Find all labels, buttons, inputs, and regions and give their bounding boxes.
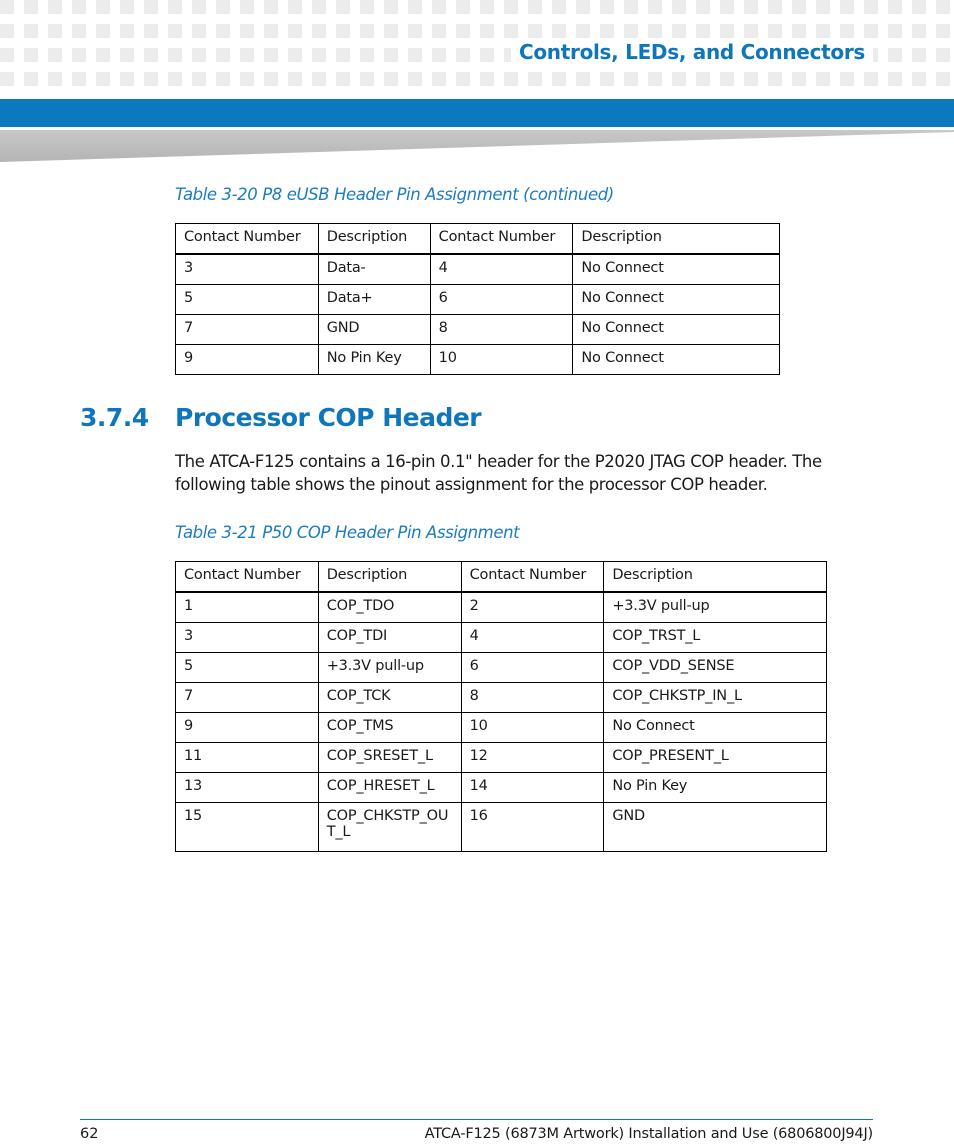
table-cell: 7 xyxy=(176,315,319,345)
table-row xyxy=(176,315,780,345)
table-cell: 7 xyxy=(176,683,319,713)
table-cell: 1 xyxy=(176,592,319,623)
table-cell: COP_SRESET_L xyxy=(318,743,461,773)
column-header: Description xyxy=(318,224,430,255)
table-row xyxy=(176,254,780,285)
table-cell: 11 xyxy=(176,743,319,773)
table-20-pin-assignment xyxy=(175,223,780,375)
table-cell: COP_TRST_L xyxy=(604,623,827,653)
table-cell: 5 xyxy=(176,285,319,315)
table-cell: 14 xyxy=(461,773,604,803)
table-cell: No Connect xyxy=(573,345,780,375)
table-row xyxy=(176,743,827,773)
chapter-header-title: Controls, LEDs, and Connectors xyxy=(511,38,873,66)
table-row xyxy=(176,653,827,683)
table-cell: No Connect xyxy=(604,713,827,743)
table-21-pin-assignment xyxy=(175,561,827,852)
table-cell: 9 xyxy=(176,713,319,743)
column-header: Contact Number xyxy=(430,224,573,255)
column-header: Description xyxy=(604,562,827,593)
table-cell: 10 xyxy=(461,713,604,743)
table-cell: COP_VDD_SENSE xyxy=(604,653,827,683)
table-cell: 4 xyxy=(430,254,573,285)
section-number: 3.7.4 xyxy=(80,403,149,432)
column-header: Contact Number xyxy=(176,562,319,593)
table-cell: 10 xyxy=(430,345,573,375)
table-cell: 4 xyxy=(461,623,604,653)
table-cell: 16 xyxy=(461,803,604,852)
table-cell: COP_PRESENT_L xyxy=(604,743,827,773)
table-cell: GND xyxy=(318,315,430,345)
table-cell: COP_CHKSTP_OUT_L xyxy=(318,803,461,852)
table-row xyxy=(176,803,827,852)
table-cell: +3.3V pull-up xyxy=(604,592,827,623)
table-header-row xyxy=(176,224,780,255)
table-cell: +3.3V pull-up xyxy=(318,653,461,683)
table-row xyxy=(176,773,827,803)
table-cell: 15 xyxy=(176,803,319,852)
table-cell: COP_TDI xyxy=(318,623,461,653)
footer-page-number: 62 xyxy=(80,1126,99,1142)
section-title: Processor COP Header xyxy=(175,403,482,432)
table-cell: COP_HRESET_L xyxy=(318,773,461,803)
table-row xyxy=(176,713,827,743)
table-cell: 8 xyxy=(430,315,573,345)
section-heading xyxy=(80,403,481,432)
table-cell: No Pin Key xyxy=(318,345,430,375)
column-header: Description xyxy=(573,224,780,255)
table-cell: 2 xyxy=(461,592,604,623)
table-row xyxy=(176,285,780,315)
table-21-caption: Table 3-21 P50 COP Header Pin Assignment xyxy=(175,523,520,542)
column-header: Contact Number xyxy=(461,562,604,593)
table-cell: 9 xyxy=(176,345,319,375)
table-cell: No Connect xyxy=(573,254,780,285)
table-row xyxy=(176,592,827,623)
column-header: Description xyxy=(318,562,461,593)
table-row xyxy=(176,623,827,653)
table-cell: 8 xyxy=(461,683,604,713)
table-cell: COP_TMS xyxy=(318,713,461,743)
header-blue-band xyxy=(0,99,954,127)
footer-document-title: ATCA-F125 (6873M Artwork) Installation and Use (6806800J94J) xyxy=(424,1126,873,1142)
table-cell: Data- xyxy=(318,254,430,285)
section-paragraph: The ATCA-F125 contains a 16-pin 0.1" header for the P2020 JTAG COP header. The following table shows the pinout assignment for the processor COP header. xyxy=(175,452,822,494)
table-cell: COP_TCK xyxy=(318,683,461,713)
table-cell: COP_TDO xyxy=(318,592,461,623)
table-20-caption: Table 3-20 P8 eUSB Header Pin Assignment (continued) xyxy=(175,185,614,204)
table-cell: 3 xyxy=(176,254,319,285)
table-cell: 13 xyxy=(176,773,319,803)
table-cell: 6 xyxy=(430,285,573,315)
footer-rule xyxy=(80,1119,873,1120)
table-cell: COP_CHKSTP_IN_L xyxy=(604,683,827,713)
table-cell: 12 xyxy=(461,743,604,773)
header-gray-wedge xyxy=(0,130,954,162)
table-row xyxy=(176,683,827,713)
table-cell: 6 xyxy=(461,653,604,683)
column-header: Contact Number xyxy=(176,224,319,255)
table-header-row xyxy=(176,562,827,593)
table-cell: 3 xyxy=(176,623,319,653)
table-cell: No Connect xyxy=(573,315,780,345)
table-cell: Data+ xyxy=(318,285,430,315)
table-cell: GND xyxy=(604,803,827,852)
table-cell: No Connect xyxy=(573,285,780,315)
table-row xyxy=(176,345,780,375)
table-cell: 5 xyxy=(176,653,319,683)
table-cell: No Pin Key xyxy=(604,773,827,803)
